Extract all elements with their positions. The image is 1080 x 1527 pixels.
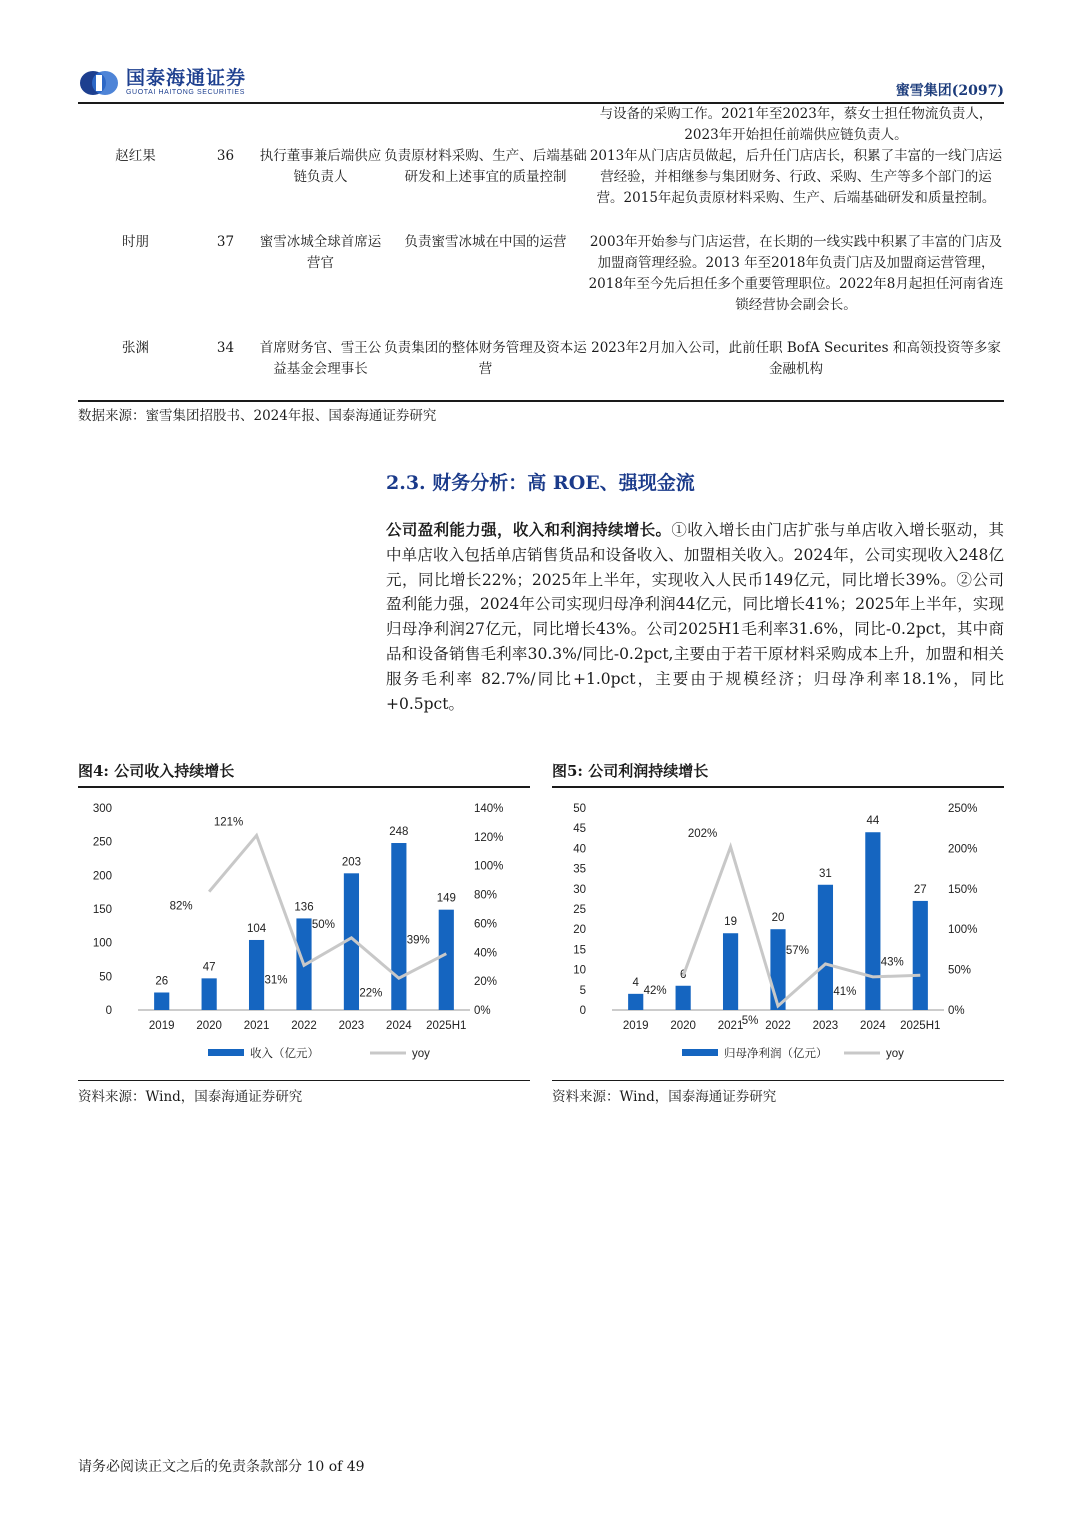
bar-value-label: 248 <box>389 825 409 838</box>
bar-value-label: 44 <box>866 814 880 827</box>
y-right-tick-label: 200% <box>948 842 978 855</box>
yoy-label: 5% <box>741 1014 759 1027</box>
cell-duty: 负责蜜雪冰城在中国的运营 <box>404 234 567 250</box>
bar <box>391 843 406 1010</box>
x-tick-label: 2024 <box>860 1019 886 1032</box>
legend-line-label: yoy <box>412 1047 430 1060</box>
brand-logo <box>78 68 246 97</box>
x-tick-label: 2022 <box>765 1019 791 1032</box>
yoy-label: 82% <box>169 900 193 913</box>
table-source: 数据来源：蜜雪集团招股书、2024年报、国泰海通证券研究 <box>78 408 437 424</box>
bar-value-label: 27 <box>913 883 927 896</box>
x-tick-label: 2020 <box>670 1019 696 1032</box>
y-right-tick-label: 150% <box>948 883 978 896</box>
section-paragraph: ①收入增长由门店扩张与单店收入增长驱动，其中单店收入包括单店销售货品和设备收入、加盟相关收入。2024年，公司实现收入248亿元，同比增长22%；2025年上半年，实现收入人民币149亿元，同比增长39%。②公司盈利能力强，2024年公司实现归母净利润44亿元，同比增长41%；2025年上半年，实现归母净利润27亿元，同比增长43%。公司2025H1毛利率31.6%，同比-0.2pct，其中商品和设备销售毛利率30.3%/同比-0.2pct,主要由于若干原材料采购成本上升，加盟和相关服务毛利率 82.7%/同比+1.0pct，主要由于规模经济；归母净利率18.1%，同比+0.5pct。 <box>386 521 1004 713</box>
bar-value-label: 31 <box>819 867 832 880</box>
cell-role: 首席财务官、雪王公益基金会理事长 <box>259 340 382 377</box>
yoy-label: 202% <box>687 827 718 840</box>
x-tick-label: 2023 <box>812 1019 839 1032</box>
logo-english-name: GUOTAI HAITONG SECURITIES <box>126 89 245 96</box>
figure-profit <box>552 760 1004 1105</box>
revenue-chart <box>78 788 530 1076</box>
y-right-tick-label: 120% <box>474 831 504 844</box>
y-right-tick-label: 20% <box>474 975 498 988</box>
x-tick-label: 2020 <box>196 1019 222 1032</box>
yoy-line <box>209 835 446 978</box>
table-row <box>78 232 1004 338</box>
cell-experience-2: 2013年从门店店员做起，后升任门店店长，积累了丰富的一线门店运营经验，并相继参与集团财务、行政、采购、生产等多个部门的运营。2015年起负责原材料采购、生产、后端基础研发和质量控制。 <box>589 148 1003 206</box>
logo-mark-icon <box>78 69 120 97</box>
cell-age: 37 <box>216 234 235 250</box>
bar-value-label: 19 <box>724 915 737 928</box>
bar <box>723 933 738 1010</box>
y-left-tick-label: 150 <box>92 903 112 916</box>
x-tick-label: 2019 <box>148 1019 175 1032</box>
cell-experience: 2003年开始参与门店运营，在长期的一线实践中积累了丰富的门店及加盟商管理经验。2013 年至2018年负责门店及加盟商运营管理，2018年至今先后担任多个重要管理职位。2022年8月起担任河南省连锁经营协会副会长。 <box>588 234 1004 313</box>
y-left-tick-label: 30 <box>573 883 586 896</box>
x-tick-label: 2025H1 <box>426 1019 467 1032</box>
yoy-label: 43% <box>880 955 904 968</box>
bar <box>202 978 217 1010</box>
figure-revenue <box>78 760 530 1105</box>
bar-value-label: 136 <box>294 900 314 913</box>
cell-duty: 负责原材料采购、生产、后端基础研发和上述事宜的质量控制 <box>384 148 587 185</box>
bar <box>818 884 833 1009</box>
table-row <box>78 338 1004 400</box>
bar <box>154 992 169 1010</box>
legend-bar-swatch <box>208 1049 244 1056</box>
bar-value-label: 104 <box>246 922 267 935</box>
cell-experience: 2023年2月加入公司，此前任职 BofA Securites 和高领投资等多家金融机构 <box>591 340 1001 377</box>
y-left-tick-label: 50 <box>99 970 112 983</box>
bar <box>439 909 454 1009</box>
logo-chinese-name: 国泰海通证券 <box>126 67 247 89</box>
bar <box>913 900 928 1009</box>
bar-value-label: 47 <box>202 960 216 973</box>
bar <box>865 832 880 1010</box>
cell-name: 时朋 <box>122 234 149 250</box>
figure-source: 资料来源：Wind，国泰海通证券研究 <box>78 1088 303 1105</box>
bar-value-label: 149 <box>436 892 456 905</box>
bar <box>770 929 785 1010</box>
bar <box>249 939 264 1009</box>
y-left-tick-label: 10 <box>573 964 586 977</box>
y-right-tick-label: 0% <box>948 1004 965 1017</box>
yoy-line <box>683 846 920 1005</box>
bar-value-label: 4 <box>632 976 639 989</box>
cell-age: 34 <box>216 340 235 356</box>
section-body <box>386 518 1004 716</box>
y-left-tick-label: 15 <box>573 943 586 956</box>
x-tick-label: 2021 <box>717 1019 744 1032</box>
cell-age: 36 <box>216 148 235 164</box>
legend-bar-label: 收入（亿元） <box>250 1047 319 1060</box>
y-left-tick-label: 0 <box>579 1004 586 1017</box>
x-tick-label: 2025H1 <box>900 1019 941 1032</box>
bar <box>676 985 691 1009</box>
y-left-tick-label: 25 <box>573 903 586 916</box>
y-right-tick-label: 40% <box>474 946 498 959</box>
legend-line-label: yoy <box>886 1047 904 1060</box>
y-right-tick-label: 250% <box>948 802 978 815</box>
y-left-tick-label: 5 <box>579 984 586 997</box>
section-lead: 公司盈利能力强，收入和利润持续增长。 <box>386 520 672 539</box>
y-right-tick-label: 80% <box>474 889 498 902</box>
y-left-tick-label: 20 <box>573 923 586 936</box>
section-title: 2.3. 财务分析：高 ROE、强现金流 <box>386 472 695 494</box>
y-right-tick-label: 140% <box>474 802 504 815</box>
yoy-label: 50% <box>311 918 335 931</box>
cell-role: 蜜雪冰城全球首席运营官 <box>259 234 382 271</box>
yoy-label: 31% <box>264 973 288 986</box>
yoy-label: 22% <box>359 986 383 999</box>
management-table <box>78 104 1004 400</box>
yoy-label: 121% <box>213 815 244 828</box>
x-tick-label: 2021 <box>243 1019 270 1032</box>
y-left-tick-label: 40 <box>573 842 586 855</box>
y-right-tick-label: 100% <box>474 860 504 873</box>
cell-role: 执行董事兼后端供应链负责人 <box>259 148 382 185</box>
yoy-label: 41% <box>833 985 857 998</box>
legend-bar-swatch <box>682 1049 718 1056</box>
x-tick-label: 2022 <box>291 1019 317 1032</box>
y-left-tick-label: 35 <box>573 863 586 876</box>
table-bottom-rule <box>78 400 1004 402</box>
y-left-tick-label: 45 <box>573 822 586 835</box>
page-footer: 请务必阅读正文之后的免责条款部分 10 of 49 <box>78 1459 365 1475</box>
figure-title: 图4: 公司收入持续增长 <box>78 762 235 780</box>
y-right-tick-label: 50% <box>948 964 972 977</box>
y-left-tick-label: 0 <box>105 1004 112 1017</box>
yoy-label: 57% <box>785 944 809 957</box>
cell-name: 赵红果 <box>115 148 156 164</box>
bar-value-label: 20 <box>771 911 785 924</box>
bar-value-label: 6 <box>679 968 687 981</box>
legend-bar-label: 归母净利润（亿元） <box>724 1047 828 1060</box>
cell-duty: 负责集团的整体财务管理及资本运营 <box>384 340 587 377</box>
x-tick-label: 2023 <box>338 1019 365 1032</box>
y-right-tick-label: 0% <box>474 1004 491 1017</box>
y-left-tick-label: 100 <box>92 937 112 950</box>
bar-value-label: 203 <box>341 855 362 868</box>
yoy-label: 39% <box>406 934 430 947</box>
cell-experience: 与设备的采购工作。2021年至2023年，蔡女士担任物流负责人，2023年开始担任前端供应链负责人。 <box>599 106 993 143</box>
y-right-tick-label: 100% <box>948 923 978 936</box>
y-left-tick-label: 50 <box>573 802 586 815</box>
y-left-tick-label: 300 <box>92 802 112 815</box>
cell-name: 张渊 <box>122 340 149 356</box>
bar <box>628 993 643 1009</box>
y-left-tick-label: 250 <box>92 836 112 849</box>
x-tick-label: 2019 <box>622 1019 649 1032</box>
bar-value-label: 26 <box>155 974 169 987</box>
figure-source: 资料来源：Wind，国泰海通证券研究 <box>552 1088 777 1105</box>
page-header <box>78 66 1004 104</box>
figure-bottom-rule <box>552 1080 1004 1081</box>
y-left-tick-label: 200 <box>92 869 112 882</box>
figure-bottom-rule <box>78 1080 530 1081</box>
y-right-tick-label: 60% <box>474 917 498 930</box>
figure-title: 图5: 公司利润持续增长 <box>552 762 709 780</box>
x-tick-label: 2024 <box>386 1019 412 1032</box>
table-row <box>78 104 1004 232</box>
yoy-label: 42% <box>643 984 667 997</box>
profit-chart <box>552 788 1004 1076</box>
company-ticker: 蜜雪集团(2097) <box>895 83 1004 99</box>
